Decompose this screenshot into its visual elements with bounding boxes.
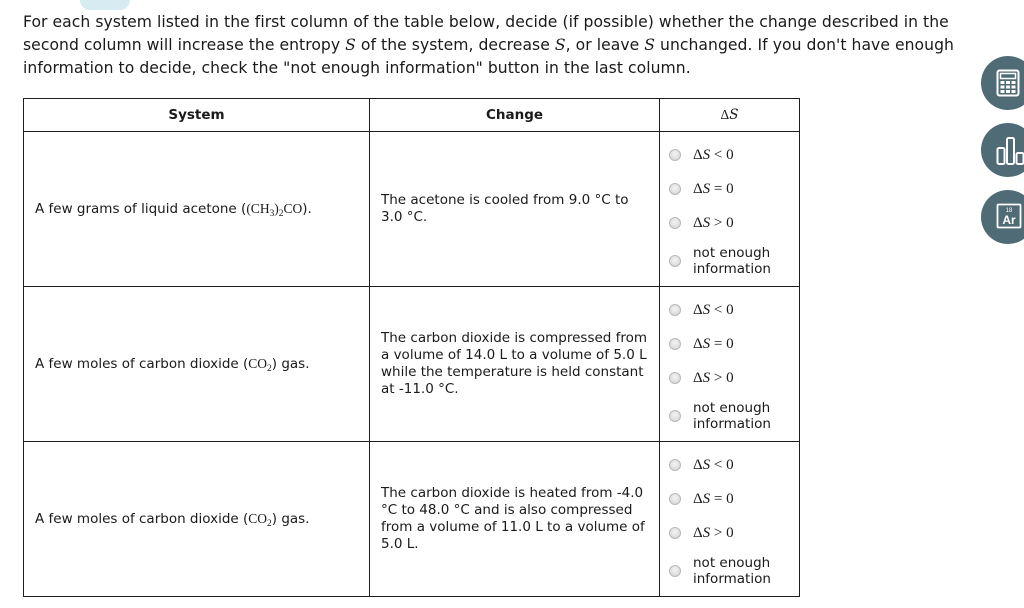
instructions-text: For each system listed in the first column of the table below, decide (if possible) whether the change described in the second column will increase the entropy (23, 13, 949, 54)
comparison-text: < 0 (710, 146, 734, 163)
entropy-symbol: S (702, 490, 711, 507)
system-cell (24, 132, 370, 287)
answer-cell (660, 287, 800, 442)
data-chart-button[interactable] (981, 123, 1024, 177)
entropy-symbol: S (729, 107, 739, 123)
entropy-question-table (23, 98, 800, 597)
comparison-text: = 0 (710, 180, 734, 197)
option-delta-s-positive[interactable] (669, 516, 799, 550)
delta-symbol: Δ (693, 301, 703, 318)
instructions-text: of the system, decrease (355, 36, 555, 54)
option-not-enough-information[interactable] (669, 395, 799, 437)
entropy-symbol: S (702, 456, 711, 473)
header-delta-s (660, 99, 800, 132)
option-label (693, 181, 734, 198)
delta-symbol: Δ (693, 214, 703, 231)
radio-group (660, 287, 799, 441)
option-delta-s-zero[interactable] (669, 482, 799, 516)
table-row (24, 287, 800, 442)
option-delta-s-positive[interactable] (669, 361, 799, 395)
option-label (693, 215, 734, 232)
answer-cell (660, 442, 800, 597)
entropy-symbol: S (702, 214, 711, 231)
option-delta-s-zero[interactable] (669, 172, 799, 206)
option-not-enough-information[interactable] (669, 240, 799, 282)
formula-part: CO (248, 356, 268, 371)
option-delta-s-negative[interactable] (669, 138, 799, 172)
calculator-icon (996, 69, 1020, 97)
chemical-formula (248, 356, 272, 374)
option-label (693, 147, 734, 164)
entropy-symbol: S (345, 36, 356, 54)
question-instructions (23, 11, 998, 80)
chemical-formula (248, 511, 272, 529)
comparison-text: < 0 (710, 456, 734, 473)
comparison-text: > 0 (710, 369, 734, 386)
delta-symbol: Δ (720, 107, 730, 122)
table-row (24, 132, 800, 287)
option-label: not enough information (693, 555, 771, 587)
formula-subscript: 2 (267, 364, 272, 374)
delta-symbol: Δ (693, 180, 703, 197)
option-label (693, 370, 734, 387)
entropy-symbol: S (702, 301, 711, 318)
formula-subscript: 2 (267, 519, 272, 529)
system-cell (24, 287, 370, 442)
entropy-symbol: S (702, 369, 711, 386)
formula-subscript: 3 (269, 209, 275, 219)
option-delta-s-negative[interactable] (669, 448, 799, 482)
table-header-row (24, 99, 800, 132)
chemical-formula (246, 201, 303, 219)
formula-part: CO (248, 511, 268, 526)
radio-button[interactable] (669, 372, 681, 384)
periodic-table-icon (996, 203, 1022, 229)
comparison-text: = 0 (710, 335, 734, 352)
bar-chart-icon (996, 136, 1024, 166)
svg-text:18: 18 (1005, 208, 1013, 214)
option-label (693, 336, 734, 353)
system-text: A few moles of carbon dioxide ( (35, 511, 249, 527)
system-text: A few grams of liquid acetone ( (35, 201, 247, 217)
option-not-enough-information[interactable] (669, 550, 799, 592)
comparison-text: < 0 (710, 301, 734, 318)
system-text: ) gas. (271, 356, 310, 372)
answer-cell (660, 132, 800, 287)
header-change: Change (370, 99, 660, 132)
periodic-table-button[interactable] (981, 190, 1024, 244)
radio-button[interactable] (669, 410, 681, 422)
svg-text:Ar: Ar (1002, 213, 1016, 227)
comparison-text: = 0 (710, 490, 734, 507)
radio-button[interactable] (669, 338, 681, 350)
radio-button[interactable] (669, 565, 681, 577)
option-label: not enough information (693, 245, 771, 277)
change-cell: The carbon dioxide is compressed from a volume of 14.0 L to a volume of 5.0 L while the temperature is held constant at -11.0 °C. (370, 287, 660, 442)
option-delta-s-negative[interactable] (669, 293, 799, 327)
delta-symbol: Δ (693, 146, 703, 163)
delta-symbol: Δ (693, 490, 703, 507)
entropy-symbol: S (702, 335, 711, 352)
formula-part: CO (283, 201, 303, 216)
radio-button[interactable] (669, 183, 681, 195)
system-cell (24, 442, 370, 597)
radio-group (660, 442, 799, 596)
formula-part: (CH (246, 201, 270, 216)
entropy-symbol: S (702, 524, 711, 541)
option-label (693, 491, 734, 508)
system-text: ). (302, 201, 312, 217)
comparison-text: > 0 (710, 214, 734, 231)
option-delta-s-positive[interactable] (669, 206, 799, 240)
radio-button[interactable] (669, 255, 681, 267)
formula-part: ) (274, 201, 279, 216)
radio-group (660, 132, 799, 286)
system-text: ) gas. (271, 511, 310, 527)
change-cell: The carbon dioxide is heated from -4.0 °C to 48.0 °C and is also compressed from a volume of 11.0 L to a volume of 5.0 L. (370, 442, 660, 597)
radio-button[interactable] (669, 149, 681, 161)
option-delta-s-zero[interactable] (669, 327, 799, 361)
comparison-text: > 0 (710, 524, 734, 541)
option-label (693, 457, 734, 474)
radio-button[interactable] (669, 527, 681, 539)
instructions-text: unchanged. If you don't have enough information to decide, check the "not enough information" button in the last column. (23, 36, 954, 77)
delta-symbol: Δ (693, 335, 703, 352)
header-system: System (24, 99, 370, 132)
radio-button[interactable] (669, 304, 681, 316)
change-cell: The acetone is cooled from 9.0 °C to 3.0 °C. (370, 132, 660, 287)
delta-symbol: Δ (693, 369, 703, 386)
calculator-button[interactable] (981, 56, 1024, 110)
option-label: not enough information (693, 400, 771, 432)
entropy-symbol: S (702, 180, 711, 197)
option-label (693, 525, 734, 542)
entropy-symbol: S (644, 36, 655, 54)
table-row (24, 442, 800, 597)
entropy-symbol: S (702, 146, 711, 163)
radio-button[interactable] (669, 493, 681, 505)
radio-button[interactable] (669, 459, 681, 471)
system-text: A few moles of carbon dioxide ( (35, 356, 249, 372)
top-tab-indicator (80, 0, 130, 10)
formula-subscript: 2 (278, 209, 284, 219)
delta-symbol: Δ (693, 524, 703, 541)
entropy-symbol: S (554, 36, 566, 54)
option-label (693, 302, 734, 319)
instructions-text: , or leave (565, 36, 645, 54)
radio-button[interactable] (669, 217, 681, 229)
delta-symbol: Δ (693, 456, 703, 473)
